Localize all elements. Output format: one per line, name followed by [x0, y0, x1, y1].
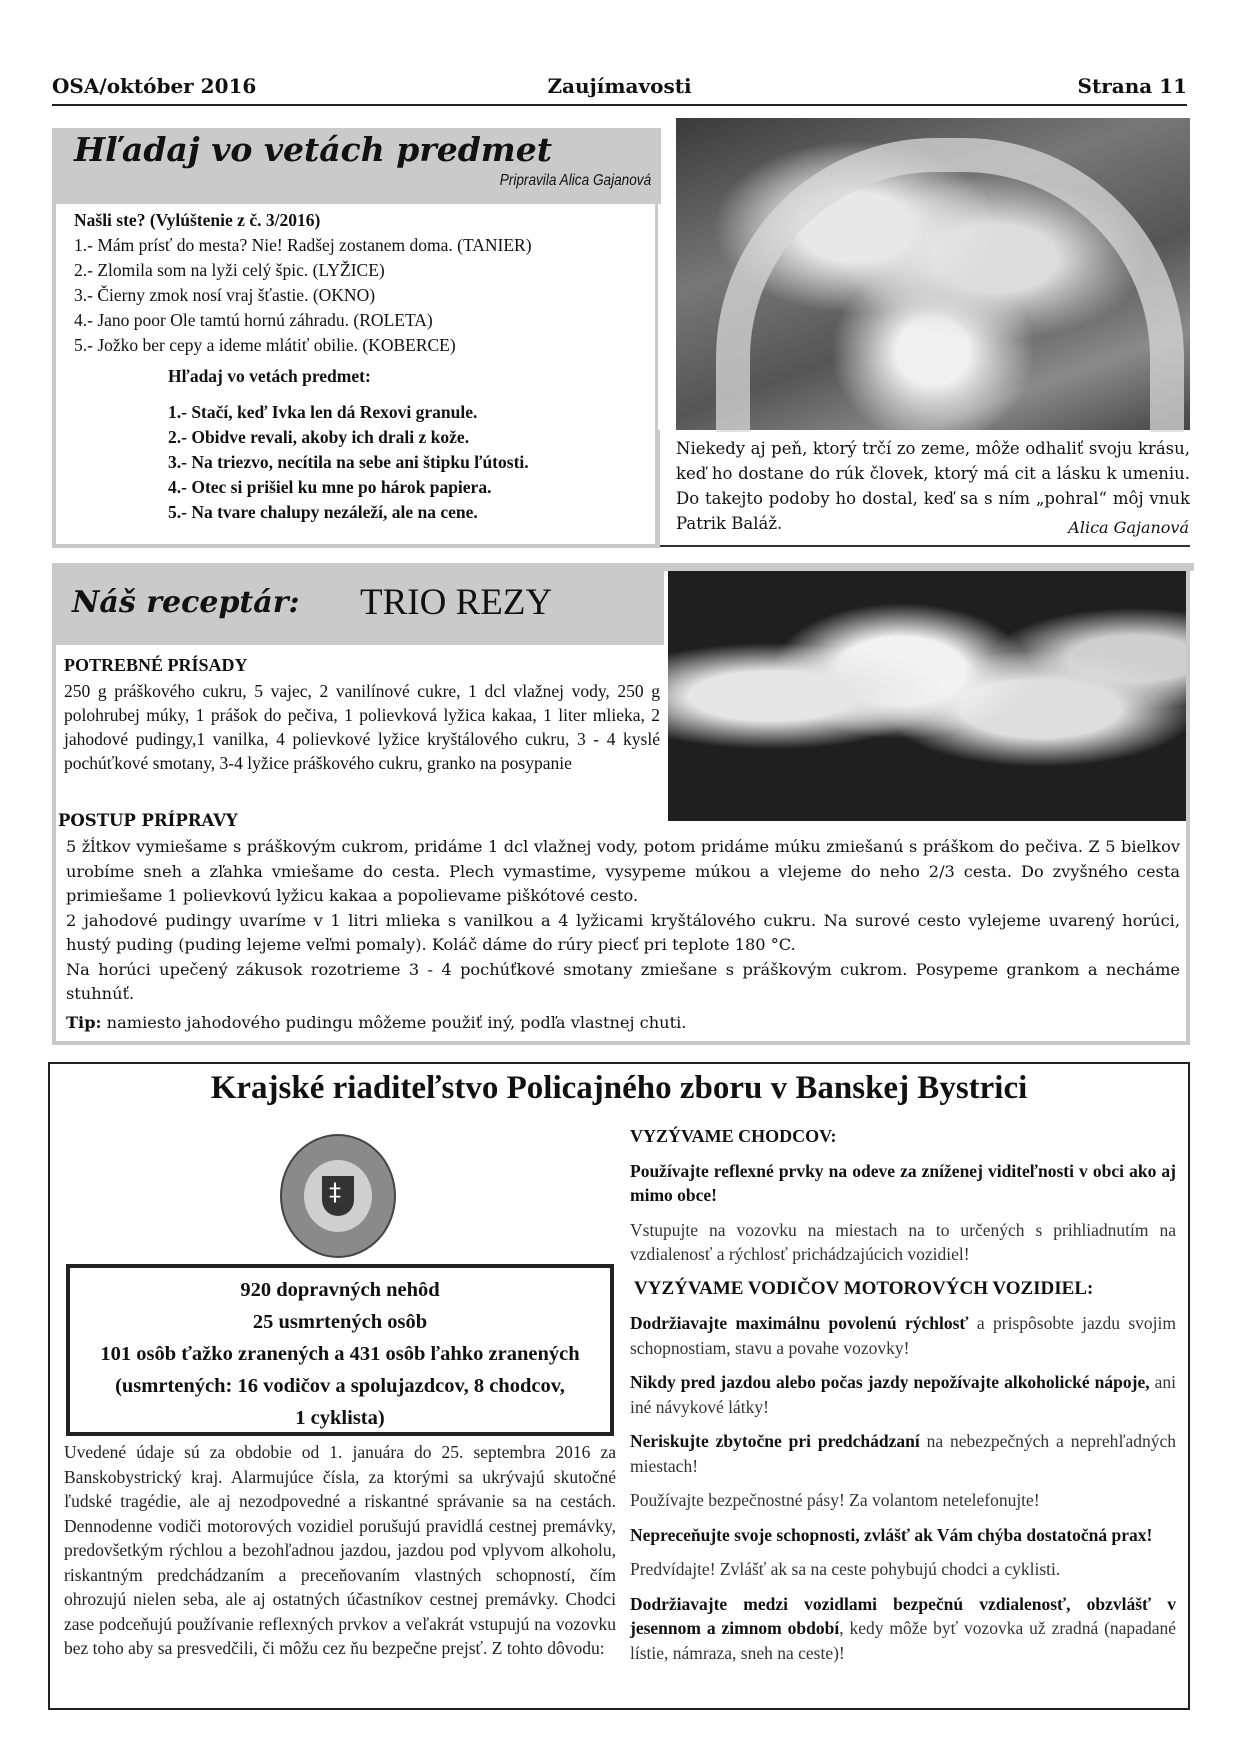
question-item: 3.- Na triezvo, necítila na sebe ani štipku ľútosti. [168, 452, 529, 472]
recipe-dish-name: TRIO REZY [360, 582, 553, 623]
procedure-heading: POSTUP PRÍPRAVY [58, 811, 238, 830]
recipe-box [52, 563, 1190, 1045]
pedestrians-appeal-bold [630, 1159, 1176, 1208]
procedure-text [66, 835, 1180, 1035]
cake-photo [668, 571, 1186, 821]
stat-line: 101 osôb ťažko zranených a 431 osôb ľahko zranených [100, 1343, 580, 1365]
appeal-text: Predvídajte! Zvlášť ak sa na ceste pohybujú chodci a cyklisti. [630, 1559, 1061, 1579]
stat-line: 25 usmrtených osôb [252, 1311, 428, 1333]
police-box [48, 1062, 1190, 1710]
pedestrians-appeal: Vstupujte na vozovku na miestach na to určených s prihliadnutím na vzdialenosť a rýchlosť prichádzajúcich vozidiel! [630, 1219, 1176, 1264]
recipe-header [52, 563, 664, 645]
stat-line: (usmrtených: 16 vodičov a spolujazdcov, 8 chodcov, [115, 1375, 565, 1397]
appeal-bold-text: Nikdy pred jazdou alebo počas jazdy nepožívajte alkoholické nápoje, [630, 1372, 1150, 1392]
appeal-text: , kedy môže byť vozovka už zradná (napadané lístie, námraza, sneh na ceste)! [630, 1618, 1176, 1663]
appeal-text: Používajte bezpečnostné pásy! Za volantom netelefonujte! [630, 1490, 1040, 1510]
tip-text: namiesto jahodového pudingu môžeme použiť iný, podľa vlastnej chuti. [101, 1012, 687, 1032]
solution-item: 2.- Zlomila som na lyži celý špic. (LYŽICE) [74, 260, 385, 280]
puzzle-solutions [74, 208, 532, 358]
stat-line: 1 cyklista) [295, 1407, 385, 1429]
appeal-text: ani iné návykové látky! [630, 1372, 1177, 1417]
police-body-text: Uvedené údaje sú za obdobie od 1. januára do 25. septembra 2016 za Banskobystrický kraj. Alarmujúce čísla, za ktorými sa ukrývajú skutočné ľudské tragédie, ale aj nezodpovedné a riskantné správanie sa na cestách. Dennodenne vodiči motorových vozidiel porušujú pravidlá cestnej premávky, predovšetkým rýchlou a bezohľadnou jazdou, jazdou pod vplyvom alkoholu, riskantným predchádzaním a preceňovaním vlastných schopností, čím ohrozujú nielen seba, ale aj ostatných účastníkov cestnej premávky. Chodci zase podceňujú používanie reflexných prvkov a veľakrát vstupujú na vozovku bez toho aby sa presvedčili, či môžu cez ňu bezpečne prejsť. Z tohto dôvodu: [64, 1442, 616, 1658]
driver-appeal [630, 1592, 1176, 1666]
recipe-top-border [664, 563, 1194, 571]
appeal-bold-text: Dodržiavajte medzi vozidlami bezpečnú vzdialenosť, obzvlášť v jesennom a zimnom období [630, 1593, 1176, 1638]
ingredients-text: 250 g práškového cukru, 5 vajec, 2 vanilínové cukre, 1 dcl vlažnej vody, 250 g polohrubej múky, 1 prášok do pečiva, 1 polievková lyžica kakaa, 1 liter mlieka, 2 jahodové pudingy,1 vanilka, 4 polievkové lyžice kryštálového cukru, 3 - 4 kyslé pochúťkové smotany, 3-4 lyžice práškového cukru, granko na posypanie [64, 681, 660, 773]
driver-appeal [630, 1311, 1176, 1360]
driver-appeal [630, 1557, 1176, 1582]
solution-item: 1.- Mám prísť do mesta? Nie! Radšej zostanem doma. (TANIER) [74, 235, 532, 255]
caption-side-bar [656, 430, 660, 548]
puzzle-questions [168, 364, 529, 525]
tip-label: Tip: [66, 1012, 102, 1032]
procedure-step: 2 jahodové pudingy uvaríme v 1 litri mlieka s vanilkou a 4 lyžicami kryštálového cukru. Na surové cesto vylejeme uvarený horúci, hustý puding (puding lejeme veľmi pomaly). Koláč dáme do rúry piecť pri teplote 180 °C. [66, 910, 1180, 954]
police-appeals [630, 1124, 1176, 1675]
question-item: 2.- Obidve revali, akoby ich drali z kože. [168, 427, 470, 447]
procedure-step: Na horúci upečený zákusok rozotrieme 3 - 4 pochúťkové smotany zmiešane s práškovým cukrom. Posypeme grankom a necháme stuhnúť. [66, 959, 1180, 1003]
double-cross-icon: ‡ [329, 1178, 341, 1206]
appeal-bold-text: Dodržiavajte maximálnu povolenú rýchlosť [630, 1313, 969, 1333]
question-item: 1.- Stačí, keď Ivka len dá Rexovi granule. [168, 402, 478, 422]
solution-item: 3.- Čierny zmok nosí vraj šťastie. (OKNO) [74, 285, 376, 305]
puzzle-author: Pripravila Alica Gajanová [499, 172, 651, 189]
recipe-section-title: Náš receptár: [72, 585, 300, 620]
solution-item: 5.- Jožko ber cepy a ideme mlátiť obilie. (KOBERCE) [74, 335, 456, 355]
solution-heading: Našli ste? (Vylúštenie z č. 3/2016) [74, 210, 321, 230]
puzzle-header [52, 128, 661, 204]
police-seal-logo [280, 1134, 396, 1258]
question-item: 5.- Na tvare chalupy nezáleží, ale na cene. [168, 502, 478, 522]
drivers-heading: VYZÝVAME VODIČOV MOTOROVÝCH VOZIDIEL: [634, 1277, 1094, 1299]
stat-line: 920 dopravných nehôd [240, 1279, 440, 1301]
issue-label: OSA/október 2016 [52, 74, 257, 98]
driver-appeal [630, 1488, 1176, 1513]
appeal-bold-text: Používajte reflexné prvky na odeve za zníženej viditeľnosti v obci ako aj mimo obce! [630, 1160, 1176, 1205]
police-title: Krajské riaditeľstvo Policajného zboru v Banskej Bystrici [210, 1070, 1028, 1106]
driver-appeal [630, 1429, 1176, 1478]
caption-author: Alica Gajanová [1068, 518, 1189, 537]
driver-appeal [630, 1523, 1176, 1548]
appeal-text: a prispôsobte jazdu svojim schopnostiam, stavu a povahe vozovky! [630, 1313, 1176, 1358]
photo-subject-shape [716, 138, 1184, 432]
driver-appeal [630, 1370, 1176, 1419]
section-label: Zaujímavosti [547, 74, 692, 98]
recipe-tip [66, 1011, 1180, 1036]
procedure-step: 5 žĺtkov vymiešame s práškovým cukrom, pridáme 1 dcl vlažnej vody, potom pridáme múku zmiešanú s práškom do pečiva. Z 5 bielkov urobíme sneh a zľahka vmiešame do cesta. Plech vymastime, vysypeme múkou a vlejeme do neho 2/3 cesta. Do zvyšného cesta primiešame 1 polievkovú lyžicu kakaa a popolievame piškótové cesto. [66, 837, 1180, 905]
wood-sculpture-photo [676, 118, 1190, 430]
page-header [52, 70, 1187, 106]
puzzle-box [52, 128, 658, 548]
appeal-text: na nebezpečných a neprehľadných miestach! [630, 1431, 1176, 1476]
appeal-bold-text: Neriskujte zbytočne pri predchádzaní [630, 1431, 920, 1451]
questions-heading: Hľadaj vo vetách predmet: [168, 366, 371, 386]
photo-caption: Niekedy aj peň, ktorý trčí zo zeme, môže odhaliť svoju krásu, keď ho dostane do rúk človek, ktorý má cit a lásku k umeniu. Do takejto podoby ho dostal, keď sa s ním „pohral“ môj vnuk Patrik Baláž. [676, 439, 1190, 533]
ingredients-heading: POTREBNÉ PRÍSADY [64, 655, 248, 675]
caption-rule [660, 545, 1190, 547]
accident-stats-box [66, 1264, 614, 1436]
page-number: Strana 11 [1077, 74, 1187, 98]
solution-item: 4.- Jano poor Ole tamtú hornú záhradu. (ROLETA) [74, 310, 433, 330]
appeal-bold-text: Nepreceňujte svoje schopnosti, zvlášť ak Vám chýba dostatočná prax! [630, 1524, 1153, 1545]
pedestrians-heading: VYZÝVAME CHODCOV: [630, 1126, 837, 1146]
puzzle-title: Hľadaj vo vetách predmet [74, 130, 552, 169]
question-item: 4.- Otec si prišiel ku mne po hárok papiera. [168, 477, 492, 497]
